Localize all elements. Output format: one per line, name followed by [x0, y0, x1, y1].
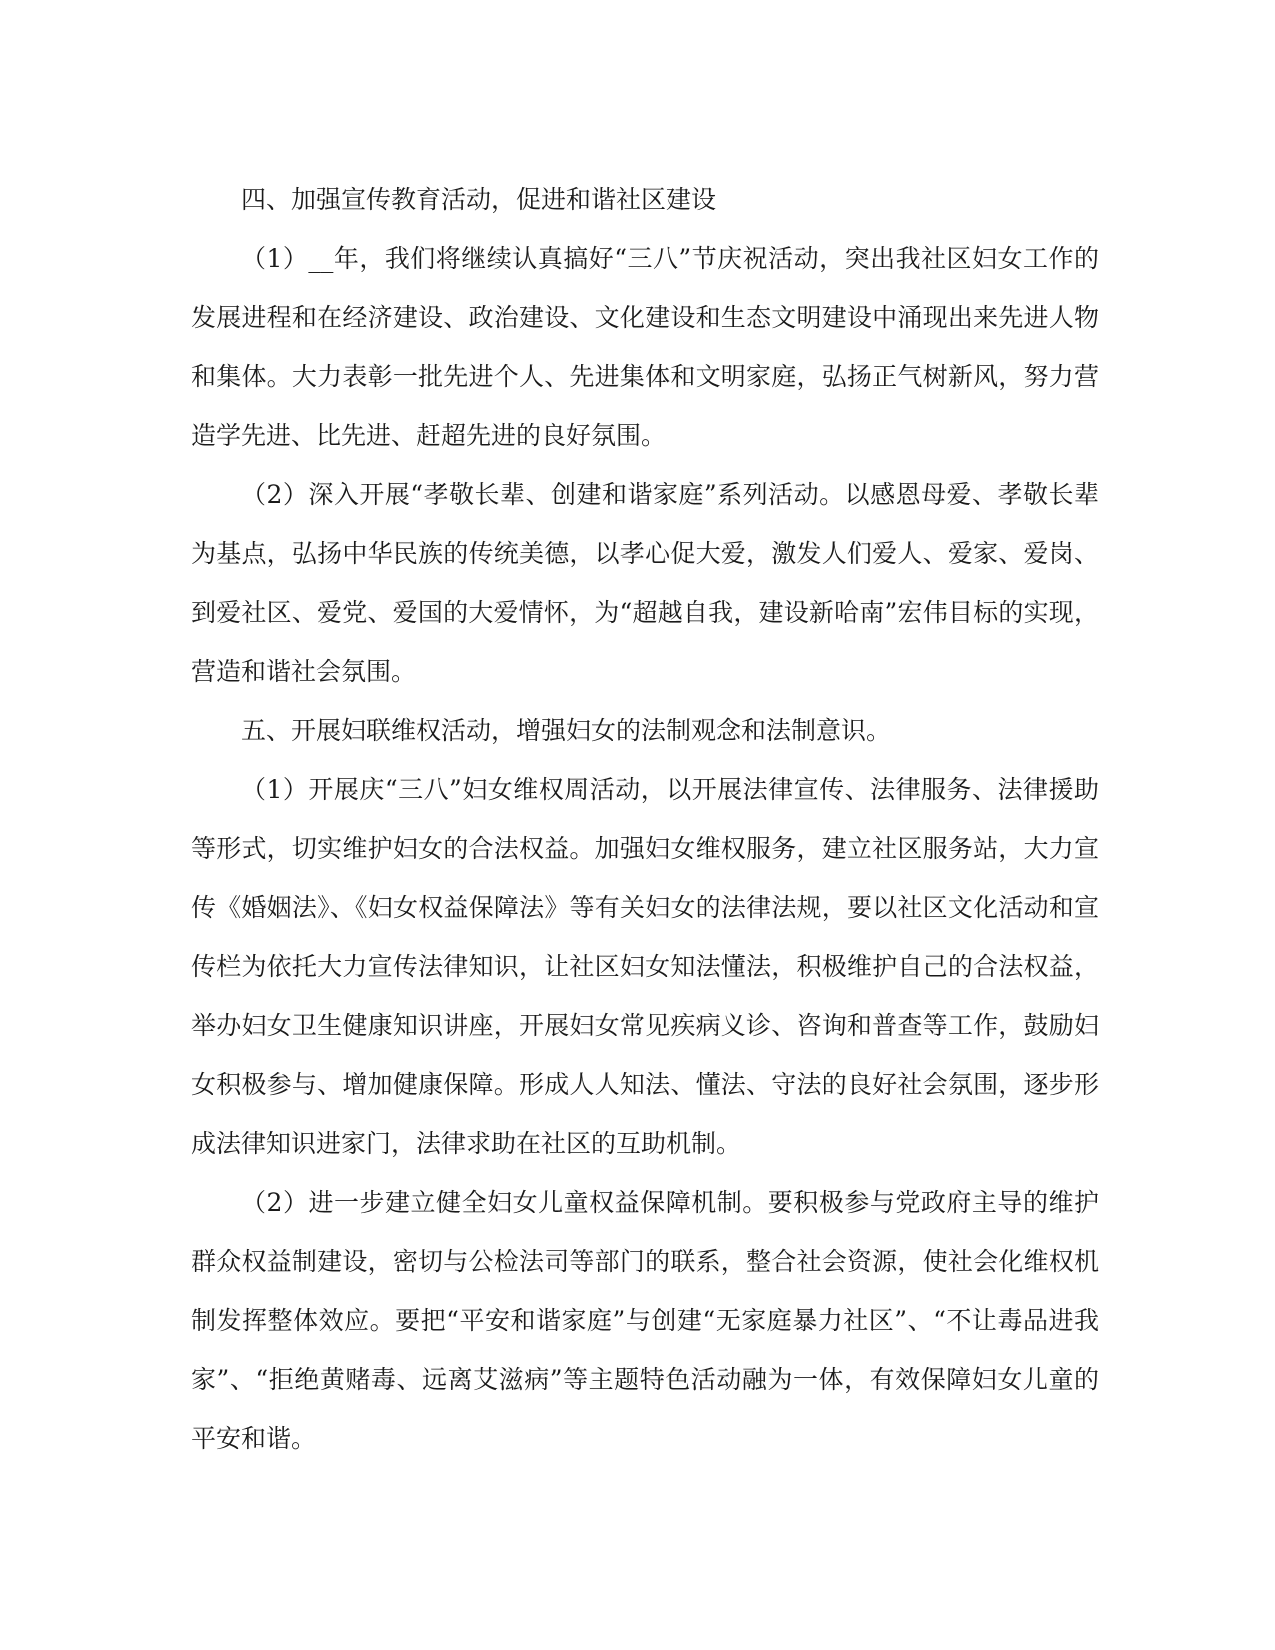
paragraph-5-1: （1）开展庆“三八”妇女维权周活动，以开展法律宣传、法律服务、法律援助等形式，切实维护妇女的合法权益。加强妇女维权服务，建立社区服务站，大力宣传《婚姻法》、《妇女权益保障法》等有关妇女的法律法规，要以社区文化活动和宣传栏为依托大力宣传法律知识，让社区妇女知法懂法，积极维护自己的合法权益，举办妇女卫生健康知识讲座，开展妇女常见疾病义诊、咨询和普查等工作，鼓励妇女积极参与、增加健康保障。形成人人知法、懂法、守法的良好社会氛围，逐步形成法律知识进家门，法律求助在社区的互助机制。 [191, 775, 1099, 1158]
paragraph-4-1: （1）__年，我们将继续认真搞好“三八”节庆祝活动，突出我社区妇女工作的发展进程和在经济建设、政治建设、文化建设和生态文明建设中涌现出来先进人物和集体。大力表彰一批先进个人、先进集体和文明家庭，弘扬正气树新风，努力营造学先进、比先进、赶超先进的良好氛围。 [191, 244, 1099, 450]
paragraph-4-2: （2）深入开展“孝敬长辈、创建和谐家庭”系列活动。以感恩母爱、孝敬长辈为基点，弘扬中华民族的传统美德，以孝心促大爱，激发人们爱人、爱家、爱岗、到爱社区、爱党、爱国的大爱情怀，为“超越自我，建设新哈南”宏伟目标的实现，营造和谐社会氛围。 [191, 480, 1099, 686]
section-heading-5: 五、开展妇联维权活动，增强妇女的法制观念和法制意识。 [241, 716, 892, 745]
paragraph-5-2: （2）进一步建立健全妇女儿童权益保障机制。要积极参与党政府主导的维护群众权益制建设，密切与公检法司等部门的联系，整合社会资源，使社会化维权机制发挥整体效应。要把“平安和谐家庭”与创建“无家庭暴力社区”、“不让毒品进我家”、“拒绝黄赌毒、远离艾滋病”等主题特色活动融为一体，有效保障妇女儿童的平安和谐。 [191, 1188, 1099, 1453]
document-body [191, 170, 1099, 1468]
section-heading-4: 四、加强宣传教育活动，促进和谐社区建设 [241, 185, 717, 214]
